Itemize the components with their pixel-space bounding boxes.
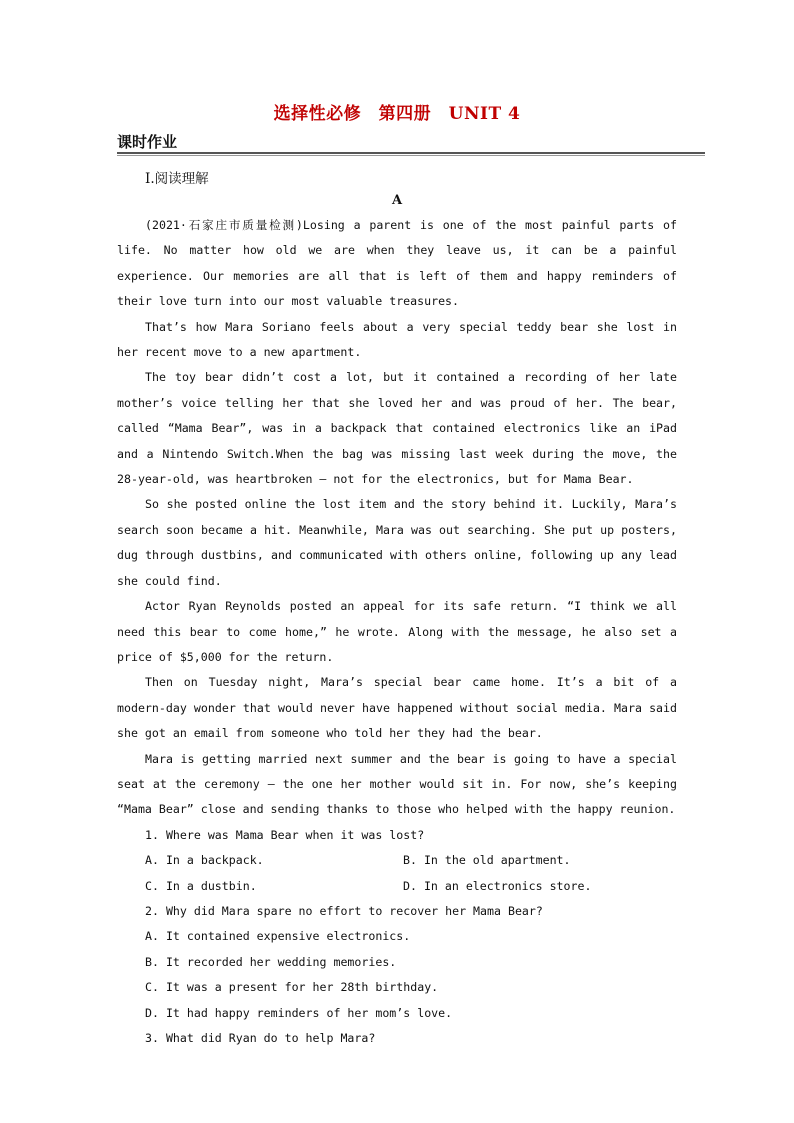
- paragraph: Then on Tuesday night, Mara’s special bear came home. It’s a bit of a modern-day wonder that would never have happened without social media. Mara said she got an email from someone who told her they had the bear.: [117, 675, 677, 741]
- page-title: 选择性必修 第四册 UNIT 4: [273, 104, 521, 124]
- answer-option[interactable]: B. It recorded her wedding memories.: [145, 954, 397, 969]
- section-label: 课时作业: [117, 133, 178, 151]
- header-rule-thin: [117, 155, 705, 156]
- header-rule: [117, 152, 705, 154]
- part-heading: Ⅰ.阅读理解: [145, 171, 209, 187]
- paragraph: Mara is getting married next summer and the bear is going to have a special seat at the ceremony — the one her mother would sit in. For now, she’s keeping “Mama Bear” close and sending thanks to those who helped with the happy reunion.: [117, 751, 677, 817]
- paragraph: The toy bear didn’t cost a lot, but it contained a recording of her late mother’s voice telling her that she loved her and was proud of her. The bear, called “Mama Bear”, was in a backpack that contained electronics like an iPad and a Nintendo Switch.When the bag was missing last week during the move, the 28-year-old, was heartbroken — not for the electronics, but for Mama Bear.: [117, 370, 677, 487]
- question-stem: 1. Where was Mama Bear when it was lost?: [145, 827, 425, 842]
- question-stem: 2. Why did Mara spare no effort to recover her Mama Bear?: [145, 903, 543, 918]
- paragraph: (2021·石家庄市质量检测)Losing a parent is one of the most painful parts of life. No matter how old we are when they leave us, it can be a painful experience. Our memories are all that is left of them and happy reminders of their love turn into our most valuable treasures.: [117, 218, 677, 309]
- paragraph: That’s how Mara Soriano feels about a very special teddy bear she lost in her recent move to a new apartment.: [117, 319, 677, 360]
- passage-label: A: [391, 193, 403, 208]
- answer-option[interactable]: C. In a dustbin.: [145, 878, 257, 893]
- paragraph: So she posted online the lost item and the story behind it. Luckily, Mara’s search soon became a hit. Meanwhile, Mara was out searching. She put up posters, dug through dustbins, and communicated with others online, following up any lead she could find.: [117, 497, 677, 588]
- option-row: [117, 874, 677, 899]
- answer-option[interactable]: C. It was a present for her 28th birthday.: [145, 980, 439, 995]
- option-row: [117, 848, 677, 873]
- answer-option[interactable]: A. In a backpack.: [145, 853, 264, 868]
- answer-option[interactable]: B. In the old apartment.: [403, 853, 571, 868]
- answer-option[interactable]: D. It had happy reminders of her mom’s love.: [145, 1005, 453, 1020]
- answer-option[interactable]: D. In an electronics store.: [403, 878, 592, 893]
- paragraph: Actor Ryan Reynolds posted an appeal for its safe return. “I think we all need this bear to come home,” he wrote. Along with the message, he also set a price of $5,000 for the return.: [117, 599, 677, 664]
- passage-body: [117, 213, 677, 1051]
- answer-option[interactable]: A. It contained expensive electronics.: [145, 929, 411, 944]
- question-stem: 3. What did Ryan do to help Mara?: [145, 1031, 376, 1045]
